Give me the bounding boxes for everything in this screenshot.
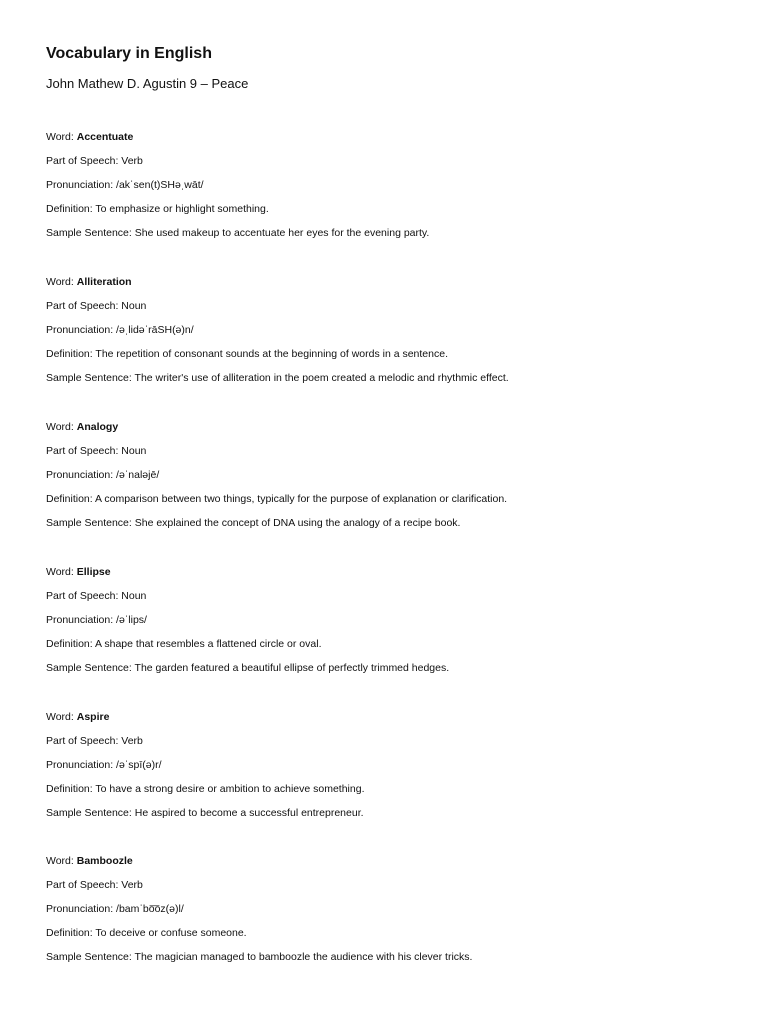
definition-line xyxy=(46,782,365,796)
part-of-speech-label: Part of Speech: xyxy=(46,879,122,891)
definition-label: Definition: xyxy=(46,638,96,650)
part-of-speech-label: Part of Speech: xyxy=(46,590,122,602)
sample-sentence-label: Sample Sentence: xyxy=(46,372,135,384)
sample-sentence-line xyxy=(46,226,429,240)
sample-sentence-line xyxy=(46,950,472,964)
word-label: Word: xyxy=(46,855,77,867)
definition-label: Definition: xyxy=(46,493,96,505)
part-of-speech-value: Noun xyxy=(121,300,147,312)
pronunciation-line xyxy=(46,902,184,916)
part-of-speech-line xyxy=(46,734,143,748)
sample-sentence-value: The garden featured a beautiful ellipse of perfectly trimmed hedges. xyxy=(134,662,450,674)
word-value: Accentuate xyxy=(76,131,134,143)
definition-value: The repetition of consonant sounds at the beginning of words in a sentence. xyxy=(95,348,448,360)
definition-label: Definition: xyxy=(46,927,96,939)
word-line xyxy=(46,130,133,144)
definition-line xyxy=(46,637,322,651)
sample-sentence-value: She used makeup to accentuate her eyes for the evening party. xyxy=(134,227,430,239)
word-value: Ellipse xyxy=(76,566,111,578)
part-of-speech-line xyxy=(46,299,146,313)
definition-value: To have a strong desire or ambition to achieve something. xyxy=(95,783,365,795)
word-value: Alliteration xyxy=(76,276,132,288)
word-line xyxy=(46,420,118,434)
definition-value: A shape that resembles a flattened circle or oval. xyxy=(95,638,322,650)
pronunciation-value: /əˌlidəˈrāSH(ə)n/ xyxy=(116,324,194,336)
sample-sentence-value: The magician managed to bamboozle the audience with his clever tricks. xyxy=(134,951,473,963)
sample-sentence-value: She explained the concept of DNA using the analogy of a recipe book. xyxy=(134,517,461,529)
definition-label: Definition: xyxy=(46,203,96,215)
part-of-speech-value: Verb xyxy=(121,155,143,167)
pronunciation-line xyxy=(46,468,159,482)
document-title: Vocabulary in English xyxy=(46,45,212,62)
word-label: Word: xyxy=(46,131,77,143)
word-label: Word: xyxy=(46,566,77,578)
part-of-speech-label: Part of Speech: xyxy=(46,155,122,167)
word-value: Analogy xyxy=(76,421,119,433)
word-line xyxy=(46,275,132,289)
definition-line xyxy=(46,347,448,361)
sample-sentence-label: Sample Sentence: xyxy=(46,227,135,239)
pronunciation-value: /əˈnaləjē/ xyxy=(116,469,160,481)
definition-line xyxy=(46,926,247,940)
pronunciation-line xyxy=(46,323,194,337)
pronunciation-label: Pronunciation: xyxy=(46,324,117,336)
part-of-speech-line xyxy=(46,589,146,603)
document-author: John Mathew D. Agustin 9 – Peace xyxy=(46,76,249,91)
sample-sentence-line xyxy=(46,516,460,530)
word-value: Bamboozle xyxy=(76,855,133,867)
definition-label: Definition: xyxy=(46,348,96,360)
definition-value: To deceive or confuse someone. xyxy=(95,927,247,939)
sample-sentence-label: Sample Sentence: xyxy=(46,807,135,819)
part-of-speech-label: Part of Speech: xyxy=(46,735,122,747)
pronunciation-value: /akˈsen(t)SHəˌwāt/ xyxy=(116,179,204,191)
pronunciation-value: /əˈlips/ xyxy=(116,614,147,626)
part-of-speech-value: Noun xyxy=(121,590,147,602)
pronunciation-label: Pronunciation: xyxy=(46,614,117,626)
pronunciation-label: Pronunciation: xyxy=(46,179,117,191)
definition-value: To emphasize or highlight something. xyxy=(95,203,269,215)
part-of-speech-value: Noun xyxy=(121,445,147,457)
word-line xyxy=(46,565,111,579)
pronunciation-line xyxy=(46,178,204,192)
part-of-speech-label: Part of Speech: xyxy=(46,445,122,457)
pronunciation-line xyxy=(46,613,147,627)
pronunciation-label: Pronunciation: xyxy=(46,469,117,481)
definition-line xyxy=(46,202,269,216)
part-of-speech-line xyxy=(46,444,146,458)
word-label: Word: xyxy=(46,421,77,433)
word-value: Aspire xyxy=(76,711,110,723)
part-of-speech-value: Verb xyxy=(121,879,143,891)
sample-sentence-value: The writer's use of alliteration in the poem created a melodic and rhythmic effect. xyxy=(134,372,509,384)
word-line xyxy=(46,854,133,868)
part-of-speech-line xyxy=(46,154,143,168)
word-line xyxy=(46,710,109,724)
pronunciation-label: Pronunciation: xyxy=(46,759,117,771)
part-of-speech-label: Part of Speech: xyxy=(46,300,122,312)
definition-line xyxy=(46,492,507,506)
pronunciation-value: /əˈspī(ə)r/ xyxy=(116,759,162,771)
part-of-speech-value: Verb xyxy=(121,735,143,747)
sample-sentence-line xyxy=(46,661,449,675)
word-label: Word: xyxy=(46,276,77,288)
definition-value: A comparison between two things, typically for the purpose of explanation or clarification. xyxy=(95,493,508,505)
sample-sentence-label: Sample Sentence: xyxy=(46,662,135,674)
pronunciation-line xyxy=(46,758,162,772)
part-of-speech-line xyxy=(46,878,143,892)
word-label: Word: xyxy=(46,711,77,723)
sample-sentence-label: Sample Sentence: xyxy=(46,517,135,529)
sample-sentence-line xyxy=(46,806,364,820)
pronunciation-label: Pronunciation: xyxy=(46,903,117,915)
sample-sentence-label: Sample Sentence: xyxy=(46,951,135,963)
pronunciation-value: /bamˈbo͞oz(ə)l/ xyxy=(116,903,184,915)
sample-sentence-line xyxy=(46,371,509,385)
sample-sentence-value: He aspired to become a successful entrepreneur. xyxy=(134,807,364,819)
definition-label: Definition: xyxy=(46,783,96,795)
